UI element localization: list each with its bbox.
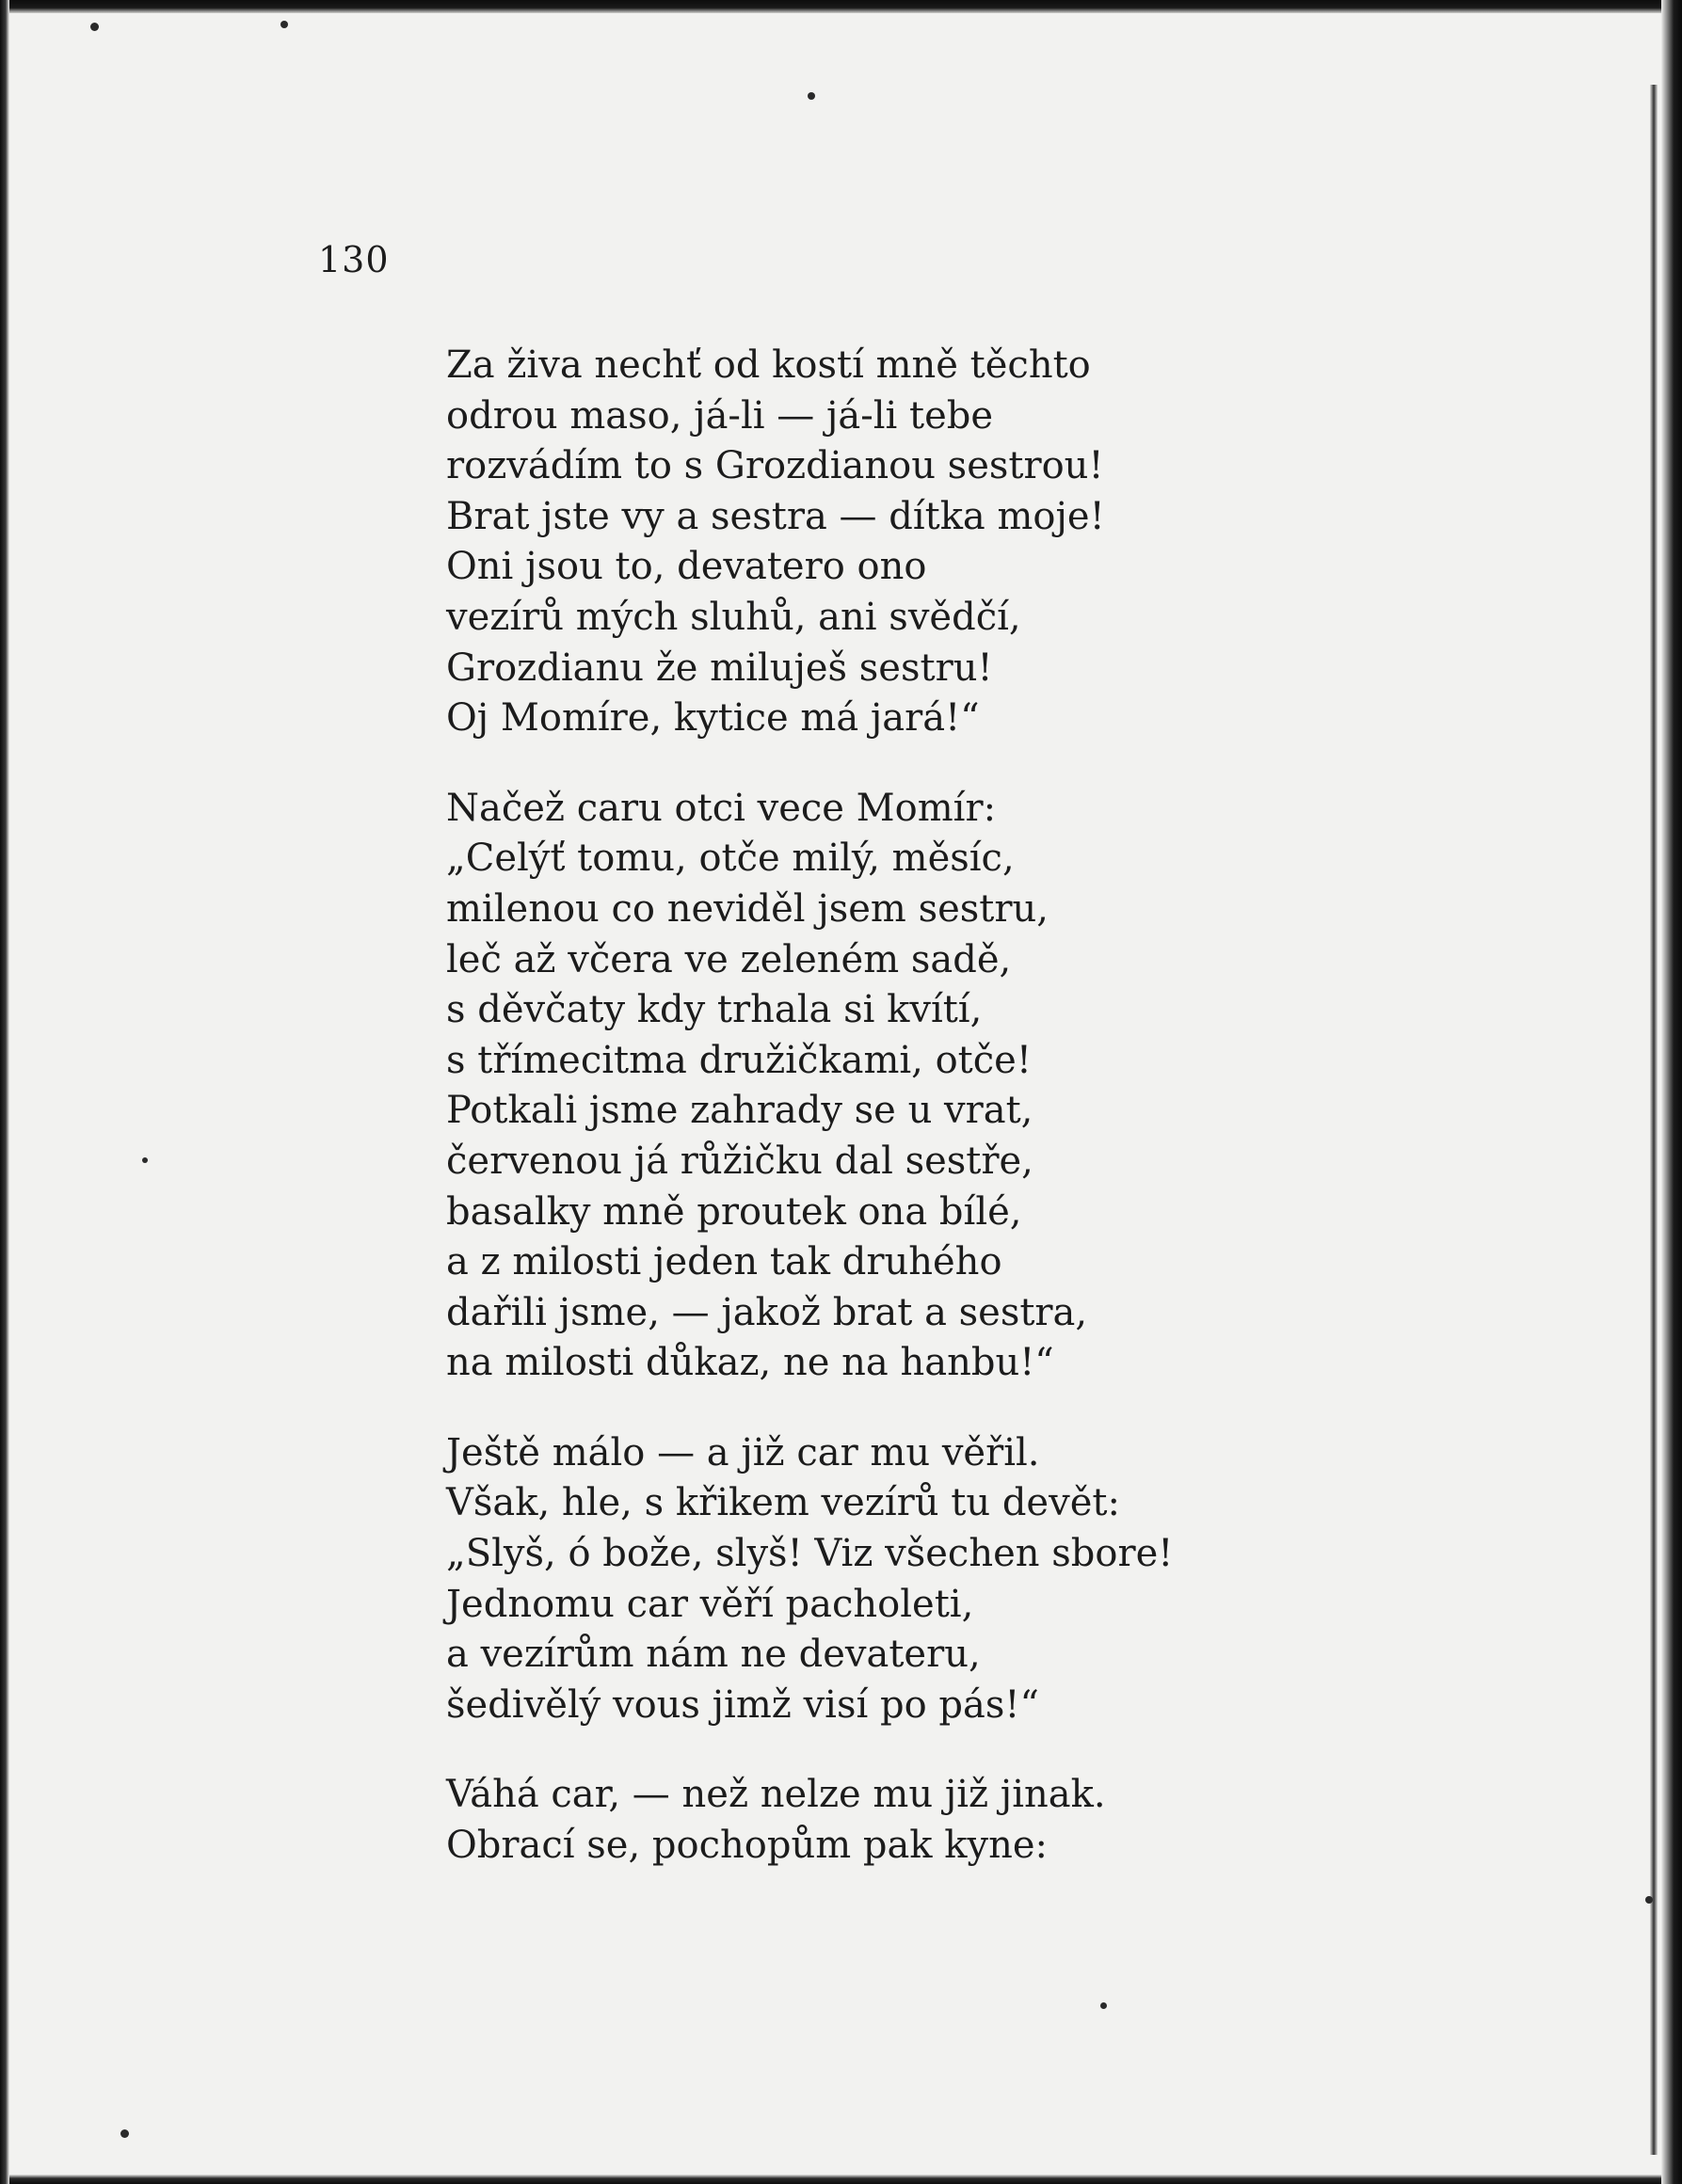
scan-speck <box>808 92 815 100</box>
verse-line: leč až včera ve zeleném sadě, <box>446 937 1012 981</box>
scan-speck <box>1645 1896 1653 1904</box>
verse-line: a vezírům nám ne devateru, <box>446 1633 981 1677</box>
verse-line: milenou co neviděl jsem sestru, <box>446 886 1049 931</box>
verse-line: Váhá car, — než nelze mu již jinak. <box>446 1773 1106 1817</box>
scan-border-left <box>0 0 9 2184</box>
stanza <box>446 341 1500 744</box>
scan-border-right <box>1661 0 1682 2184</box>
scan-speck <box>1100 2002 1107 2009</box>
scan-speck <box>120 2129 129 2138</box>
scan-speck <box>142 1157 148 1163</box>
scan-border-top <box>0 0 1682 13</box>
verse-line: červenou já růžičku dal sestře, <box>446 1139 1033 1183</box>
verse-line: Však, hle, s křikem vezírů tu devět: <box>446 1481 1120 1525</box>
verse-line: rozvádím to s Grozdianou sestrou! <box>446 444 1104 488</box>
scan-border-bottom <box>0 2175 1682 2184</box>
scan-speck <box>280 21 288 28</box>
verse-line: s třímecitma družičkami, otče! <box>446 1038 1032 1082</box>
verse-line: vezírů mých sluhů, ani svědčí, <box>446 595 1021 639</box>
poem-body <box>446 341 1500 1872</box>
verse-line: Grozdianu že miluješ sestru! <box>446 646 993 690</box>
verse-line: Obrací se, pochopům pak kyne: <box>446 1824 1049 1868</box>
verse-line: „Celýť tomu, otče milý, měsíc, <box>446 837 1015 881</box>
stanza <box>446 784 1500 1389</box>
verse-line: Potkali jsme zahrady se u vrat, <box>446 1089 1033 1133</box>
verse-line: Jednomu car věří pacholeti, <box>446 1582 974 1626</box>
verse-line: a z milosti jeden tak druhého <box>446 1240 1002 1284</box>
verse-line: Ještě málo — a již car mu věřil. <box>446 1430 1040 1475</box>
verse-line: na milosti důkaz, ne na hanbu!“ <box>446 1341 1054 1385</box>
scan-speck <box>90 23 99 31</box>
verse-line: dařili jsme, — jakož brat a sestra, <box>446 1290 1088 1334</box>
verse-line: Oj Momíre, kytice má jará!“ <box>446 696 980 741</box>
verse-line: šedivělý vous jimž visí po pás!“ <box>446 1682 1039 1727</box>
verse-line: s děvčaty kdy trhala si kvítí, <box>446 988 983 1032</box>
stanza <box>446 1428 1500 1731</box>
verse-line: basalky mně proutek ona bílé, <box>446 1189 1022 1234</box>
verse-line: Načež caru otci vece Momír: <box>446 786 997 830</box>
binding-shadow <box>1650 85 1658 2155</box>
verse-line: odrou maso, já-li — já-li tebe <box>446 393 994 438</box>
verse-line: „Slyš, ó bože, slyš! Viz všechen sbore! <box>446 1532 1174 1576</box>
page-number: 130 <box>318 239 390 280</box>
verse-line: Za živa nechť od kostí mně těchto <box>446 343 1091 387</box>
stanza <box>446 1770 1500 1871</box>
verse-line: Oni jsou to, devatero ono <box>446 545 927 589</box>
verse-line: Brat jste vy a sestra — dítka moje! <box>446 494 1105 538</box>
